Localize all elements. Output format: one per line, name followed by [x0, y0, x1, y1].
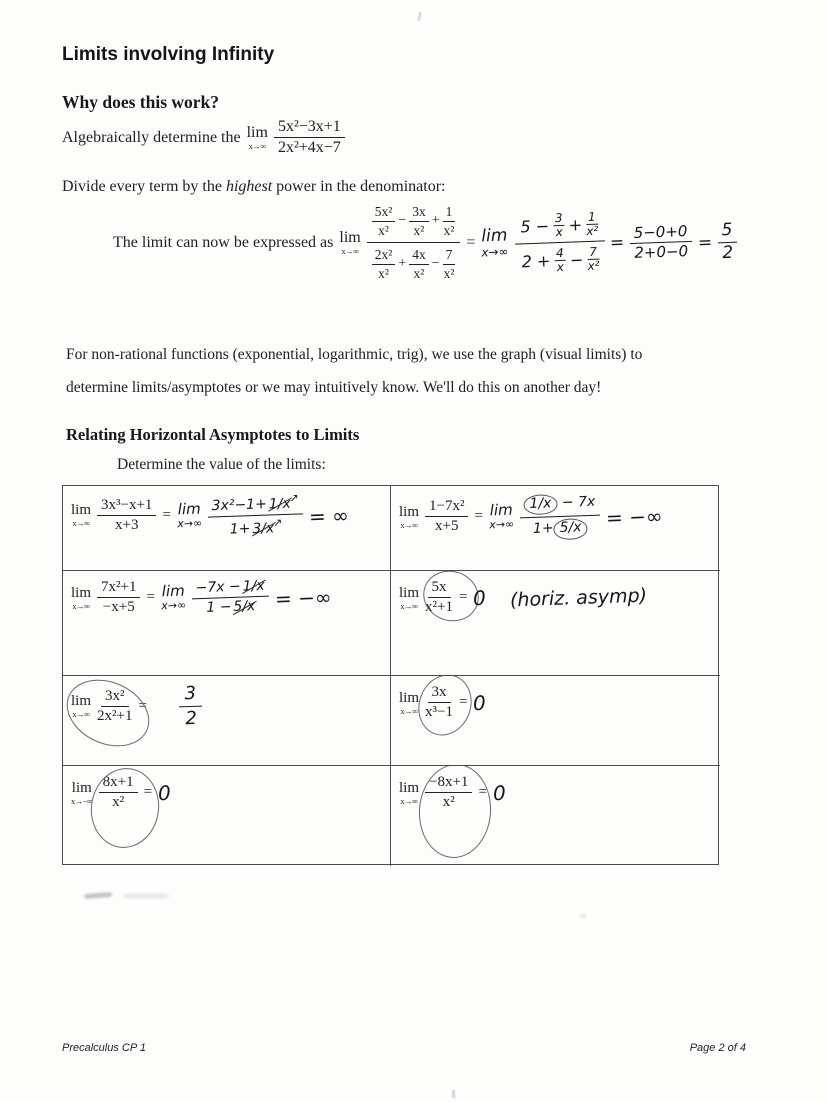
- limit-operator: lim x→∞: [399, 689, 420, 716]
- handwritten-result: 0: [473, 690, 487, 715]
- handwritten-equals: =: [609, 232, 625, 253]
- scan-mark: [417, 12, 422, 21]
- algebraic-limit-line: [62, 118, 345, 158]
- page-title: Limits involving Infinity: [62, 44, 275, 65]
- printed-fraction: $\frac{\text{3x³−x+1}}{x+3}$: [97, 497, 156, 535]
- scan-smudge: [84, 892, 112, 899]
- handwritten-answer-fraction: $\frac{3}{2}$: [178, 684, 203, 729]
- printed-fraction: $\frac{-8x+1}{\text{x²}}$: [425, 774, 472, 812]
- handwritten-result: 0: [492, 780, 507, 805]
- scan-smudge: [124, 894, 168, 898]
- scan-mark: [452, 1090, 455, 1098]
- italic-highest: highest: [225, 178, 273, 195]
- limit-operator: lim x→∞: [71, 693, 92, 720]
- table-cell-r1-left: [63, 486, 391, 571]
- handwritten-note: (horiz. asymp): [509, 584, 648, 612]
- section-heading-why: Why does this work?: [62, 92, 220, 112]
- footer-page-number: Page 2 of 4: [689, 1042, 746, 1054]
- printed-fraction: $\frac{5x}{\text{x²+1}}$: [425, 579, 453, 616]
- limit-operator: lim x→−∞: [71, 779, 93, 806]
- expressed-limit-equation: [113, 204, 737, 281]
- table-cell-r2-right: [391, 571, 720, 676]
- handwritten-fraction: $\frac{-7x -1/x}{1 -5/x}$: [191, 579, 269, 617]
- equals-sign: =: [143, 784, 153, 801]
- handwritten-limit: lim x→∞: [481, 225, 510, 259]
- scan-mark: [580, 914, 586, 918]
- table-cell-r3-right: [391, 676, 720, 766]
- limit-operator: lim x→∞: [246, 124, 268, 152]
- divide-instruction: Divide every term by the highest power in the denominator:: [62, 178, 446, 195]
- printed-fraction: $\frac{\text{1−7x²}}{x+5}$: [425, 498, 468, 536]
- handwritten-result: = −∞: [605, 503, 663, 530]
- limit-operator: lim x→∞: [339, 228, 361, 256]
- equals-sign: =: [466, 233, 476, 251]
- handwritten-limit: lim x→∞: [489, 500, 515, 532]
- printed-big-fraction: $\frac{\text{5x²}}{\text{x²}}$ − $\frac{3x}{\text{x²}}$ + $\frac{1}{\text{x²}}$ $\frac{\text{2x²}}{\text{x²}}$ + $\frac{4x}{\text{x²}}$ − $\frac{7}{\text{x²}}$: [367, 204, 461, 281]
- handwritten-fraction: $\frac{3x^2-1+1/x^↗}{1+3/x^↗}$: [207, 492, 304, 538]
- handwritten-limit: lim x→∞: [161, 581, 187, 613]
- equals-sign: =: [478, 784, 487, 801]
- handwritten-fraction: $\frac{1/x - 7x}{1+ 5/x}$: [519, 493, 600, 542]
- limit-operator: lim x→∞: [71, 584, 92, 611]
- handwritten-limit: lim x→∞: [176, 499, 203, 531]
- printed-fraction: $\frac{\text{3x²}}{\text{2x²+1}}$: [97, 687, 133, 724]
- limit-operator: lim x→∞: [399, 503, 420, 530]
- table-cell-r2-left: [63, 571, 391, 676]
- limit-operator: lim x→∞: [399, 779, 420, 806]
- expressed-prefix: The limit can now be expressed as: [113, 233, 334, 251]
- equals-sign: =: [146, 589, 155, 606]
- equals-sign: =: [162, 507, 171, 524]
- determine-instruction: Determine the value of the limits:: [117, 456, 326, 473]
- table-cell-r4-left: [63, 766, 391, 866]
- equals-sign: =: [138, 697, 147, 714]
- handwritten-evaluated-fraction: $\frac{5-0+0}{2+0-0}$: [630, 223, 693, 263]
- table-cell-r3-left: [63, 676, 391, 766]
- handwritten-result: = ∞: [308, 502, 350, 529]
- handwritten-fraction: 5 − $\frac{3}{x}$ + $\frac{1}{\text{x²}}$ 2 + $\frac{4}{x}$ − $\frac{7}{\text{x²}}$: [513, 210, 605, 274]
- handwritten-result: = −∞: [274, 584, 332, 611]
- limits-table: [62, 485, 719, 865]
- table-cell-r1-right: [391, 486, 720, 571]
- footer-course-label: Precalculus CP 1: [62, 1042, 146, 1054]
- algebraic-prefix: Algebraically determine the: [62, 128, 241, 146]
- handwritten-result: 0: [473, 585, 487, 610]
- printed-fraction: $\frac{\text{7x²+1}}{-x+5}$: [97, 579, 140, 617]
- handwritten-answer-fraction: $\frac{5}{2}$: [718, 221, 738, 264]
- limit-operator: lim x→∞: [71, 502, 92, 529]
- equals-sign: =: [458, 589, 468, 606]
- section-heading-relating: Relating Horizontal Asymptotes to Limits: [66, 425, 360, 444]
- equals-sign: =: [474, 508, 483, 525]
- equals-sign: =: [458, 694, 468, 711]
- handwritten-result: 0: [157, 780, 172, 805]
- printed-fraction: $\frac{3x}{\text{x³−1}}$: [425, 684, 453, 721]
- non-rational-paragraph: For non-rational functions (exponential, logarithmic, trig), we use the graph (visual limits) to determine limits/asymptotes or we may intuitively know. We'll do this on another day!: [66, 346, 643, 396]
- printed-fraction: $\frac{\text{5x²−3x+1}}{\text{2x²+4x−7}}$: [274, 118, 345, 158]
- table-cell-r4-right: [391, 766, 720, 866]
- limit-operator: lim x→∞: [399, 584, 420, 611]
- printed-fraction: $\frac{8x+1}{\text{x²}}$: [99, 774, 138, 812]
- handwritten-equals: =: [697, 232, 713, 253]
